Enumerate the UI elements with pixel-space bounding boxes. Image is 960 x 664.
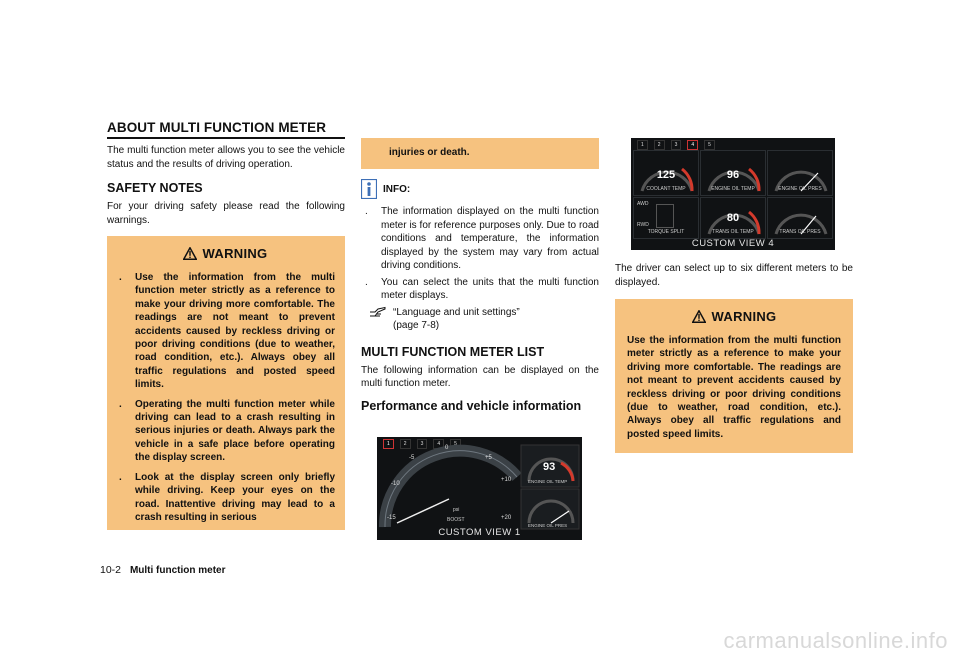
- section-title: ABOUT MULTI FUNCTION METER: [107, 120, 345, 139]
- boost-tick: -10: [391, 481, 400, 487]
- gauge-label: ENGINE OIL PRES: [778, 186, 822, 192]
- list-item: [115, 398, 335, 465]
- trans-oil-temp-gauge: [700, 197, 766, 239]
- info-title: INFO:: [383, 183, 411, 195]
- warning-text: Use the information from the multi function meter strictly as a reference to make your driving more comfortable. The readings are not meant to prevent accidents caused by reckless driving or poor driving conditions (due to weather, road condition, etc.). Always obey all traffic regulations and posted speed limits.: [627, 335, 841, 440]
- warning-box: [107, 236, 345, 530]
- chapter-name: Multi function meter: [129, 565, 226, 576]
- reference-text: [393, 306, 520, 333]
- pointing-hand-icon: [369, 306, 387, 318]
- meter-tabs: [637, 140, 715, 150]
- boost-tick: -15: [387, 515, 396, 521]
- select-meters-text: The driver can select up to six different meters to be displayed.: [615, 263, 853, 288]
- page-footer: [100, 564, 226, 576]
- meter-tab: 2: [654, 140, 665, 150]
- gauge-label: TRANS OIL TEMP: [712, 229, 754, 235]
- boost-tick: +20: [501, 515, 512, 521]
- meter-list-heading: MULTI FUNCTION METER LIST: [361, 344, 545, 359]
- list-item: [361, 205, 599, 273]
- list-item: [115, 271, 335, 392]
- gauge-value: 125: [656, 169, 676, 182]
- gauge-label: TRANS OIL PRES: [779, 229, 821, 235]
- warning-triangle-icon: [183, 247, 197, 260]
- screen-caption: CUSTOM VIEW 4: [691, 238, 775, 249]
- info-item-text: You can select the units that the multi function meter displays.: [381, 276, 599, 301]
- engine-oil-temp-gauge: [700, 150, 766, 196]
- info-header: [361, 179, 599, 199]
- warning-header: [115, 246, 335, 261]
- warning-box: [615, 299, 853, 453]
- trans-oil-pres-gauge: [767, 197, 833, 239]
- meter-tab: 1: [383, 439, 394, 449]
- warning-item-text: Use the information from the multi function meter strictly as a reference to make your driving more comfortable. The readings are not meant to prevent accidents caused by reckless driving or poor driving conditions (due to weather, road condition, etc.). Always obey all traffic regulations and posted speed limits.: [135, 272, 335, 391]
- gauge-label: ENGINE OIL TEMP: [711, 186, 755, 192]
- meter-tab: 1: [637, 140, 648, 150]
- watermark: carmanualsonline.info: [723, 628, 948, 653]
- oil-temp-label: ENGINE OIL TEMP: [528, 479, 568, 484]
- page-number: 10-2: [100, 564, 122, 576]
- safety-notes-heading: SAFETY NOTES: [107, 181, 203, 195]
- torque-split-gauge: [633, 197, 699, 239]
- column-3: [615, 138, 853, 453]
- bullet: .: [365, 206, 368, 217]
- meter-tab: 3: [671, 140, 682, 150]
- reference-page: (page 7-8): [393, 320, 440, 331]
- gauge-label: COOLANT TEMP: [646, 186, 686, 192]
- boost-label: BOOST: [447, 517, 465, 523]
- info-icon: [361, 179, 377, 199]
- info-list: [361, 205, 599, 303]
- safety-notes-text: For your driving safety please read the following warnings.: [107, 201, 345, 226]
- bullet: .: [119, 398, 122, 410]
- warning-list: [115, 271, 335, 524]
- list-item: [115, 471, 335, 525]
- custom-view-4-image: [631, 138, 835, 250]
- intro-paragraph: The multi function meter allows you to see the vehicle status and the results of driving operation.: [107, 145, 345, 170]
- warning-header: [627, 309, 841, 324]
- boost-tick: -5: [409, 455, 415, 461]
- boost-unit: psi: [453, 507, 460, 513]
- torque-bar: [656, 204, 674, 228]
- coolant-temp-gauge: [633, 150, 699, 196]
- boost-tick: +5: [485, 455, 492, 461]
- warning-triangle-icon: [692, 310, 706, 323]
- custom-view-1-image: [377, 437, 582, 540]
- warning-continued: injuries or death.: [361, 138, 599, 169]
- awd-label: AWD: [637, 201, 649, 207]
- boost-tick: +10: [501, 477, 512, 483]
- gauge-value: 80: [726, 212, 740, 225]
- bullet: .: [119, 471, 122, 483]
- reference-title: “Language and unit settings”: [393, 306, 520, 318]
- screen-caption: CUSTOM VIEW 1: [438, 527, 521, 538]
- performance-heading: Performance and vehicle information: [361, 398, 582, 413]
- column-1: [107, 120, 345, 530]
- meter-tab: 3: [417, 439, 428, 449]
- bullet: .: [119, 272, 122, 283]
- bullet: .: [365, 276, 368, 288]
- meter-tab: 4: [433, 439, 444, 449]
- meter-list-text: The following information can be displayed on the multi function meter.: [361, 364, 599, 389]
- list-item: [361, 276, 599, 303]
- column-2: [361, 138, 599, 538]
- oil-pres-label: ENGINE OIL PRES: [528, 523, 568, 528]
- meter-tab: 4: [687, 140, 698, 150]
- boost-tick: 0: [445, 445, 449, 451]
- warning-title: WARNING: [202, 246, 268, 261]
- meter-tab: 2: [400, 439, 411, 449]
- oil-temp-value: 93: [543, 461, 556, 473]
- engine-oil-pres-gauge: [767, 150, 833, 196]
- page-reference[interactable]: [361, 306, 599, 333]
- gauge-value: 96: [726, 169, 740, 182]
- gauge-label: TORQUE SPLIT: [647, 229, 685, 235]
- warning-item-text: Look at the display screen only briefly while driving. Keep your eyes on the road. Inattentive driving may lead to a crash resulting in serious: [135, 471, 335, 523]
- meter-tab: 5: [704, 140, 715, 150]
- warning-title: WARNING: [711, 309, 777, 324]
- meter-tab: 5: [450, 439, 461, 449]
- rwd-label: RWD: [637, 222, 649, 228]
- info-item-text: The information displayed on the multi function meter is for reference purposes only. Due to road conditions and temperature, the information displayed by the system may vary from actual driving conditions.: [381, 206, 599, 271]
- warning-item-text: Operating the multi function meter while driving can lead to a crash resulting in serious injuries or death. Always park the vehicle in a safe place before operating the display screen.: [135, 398, 335, 464]
